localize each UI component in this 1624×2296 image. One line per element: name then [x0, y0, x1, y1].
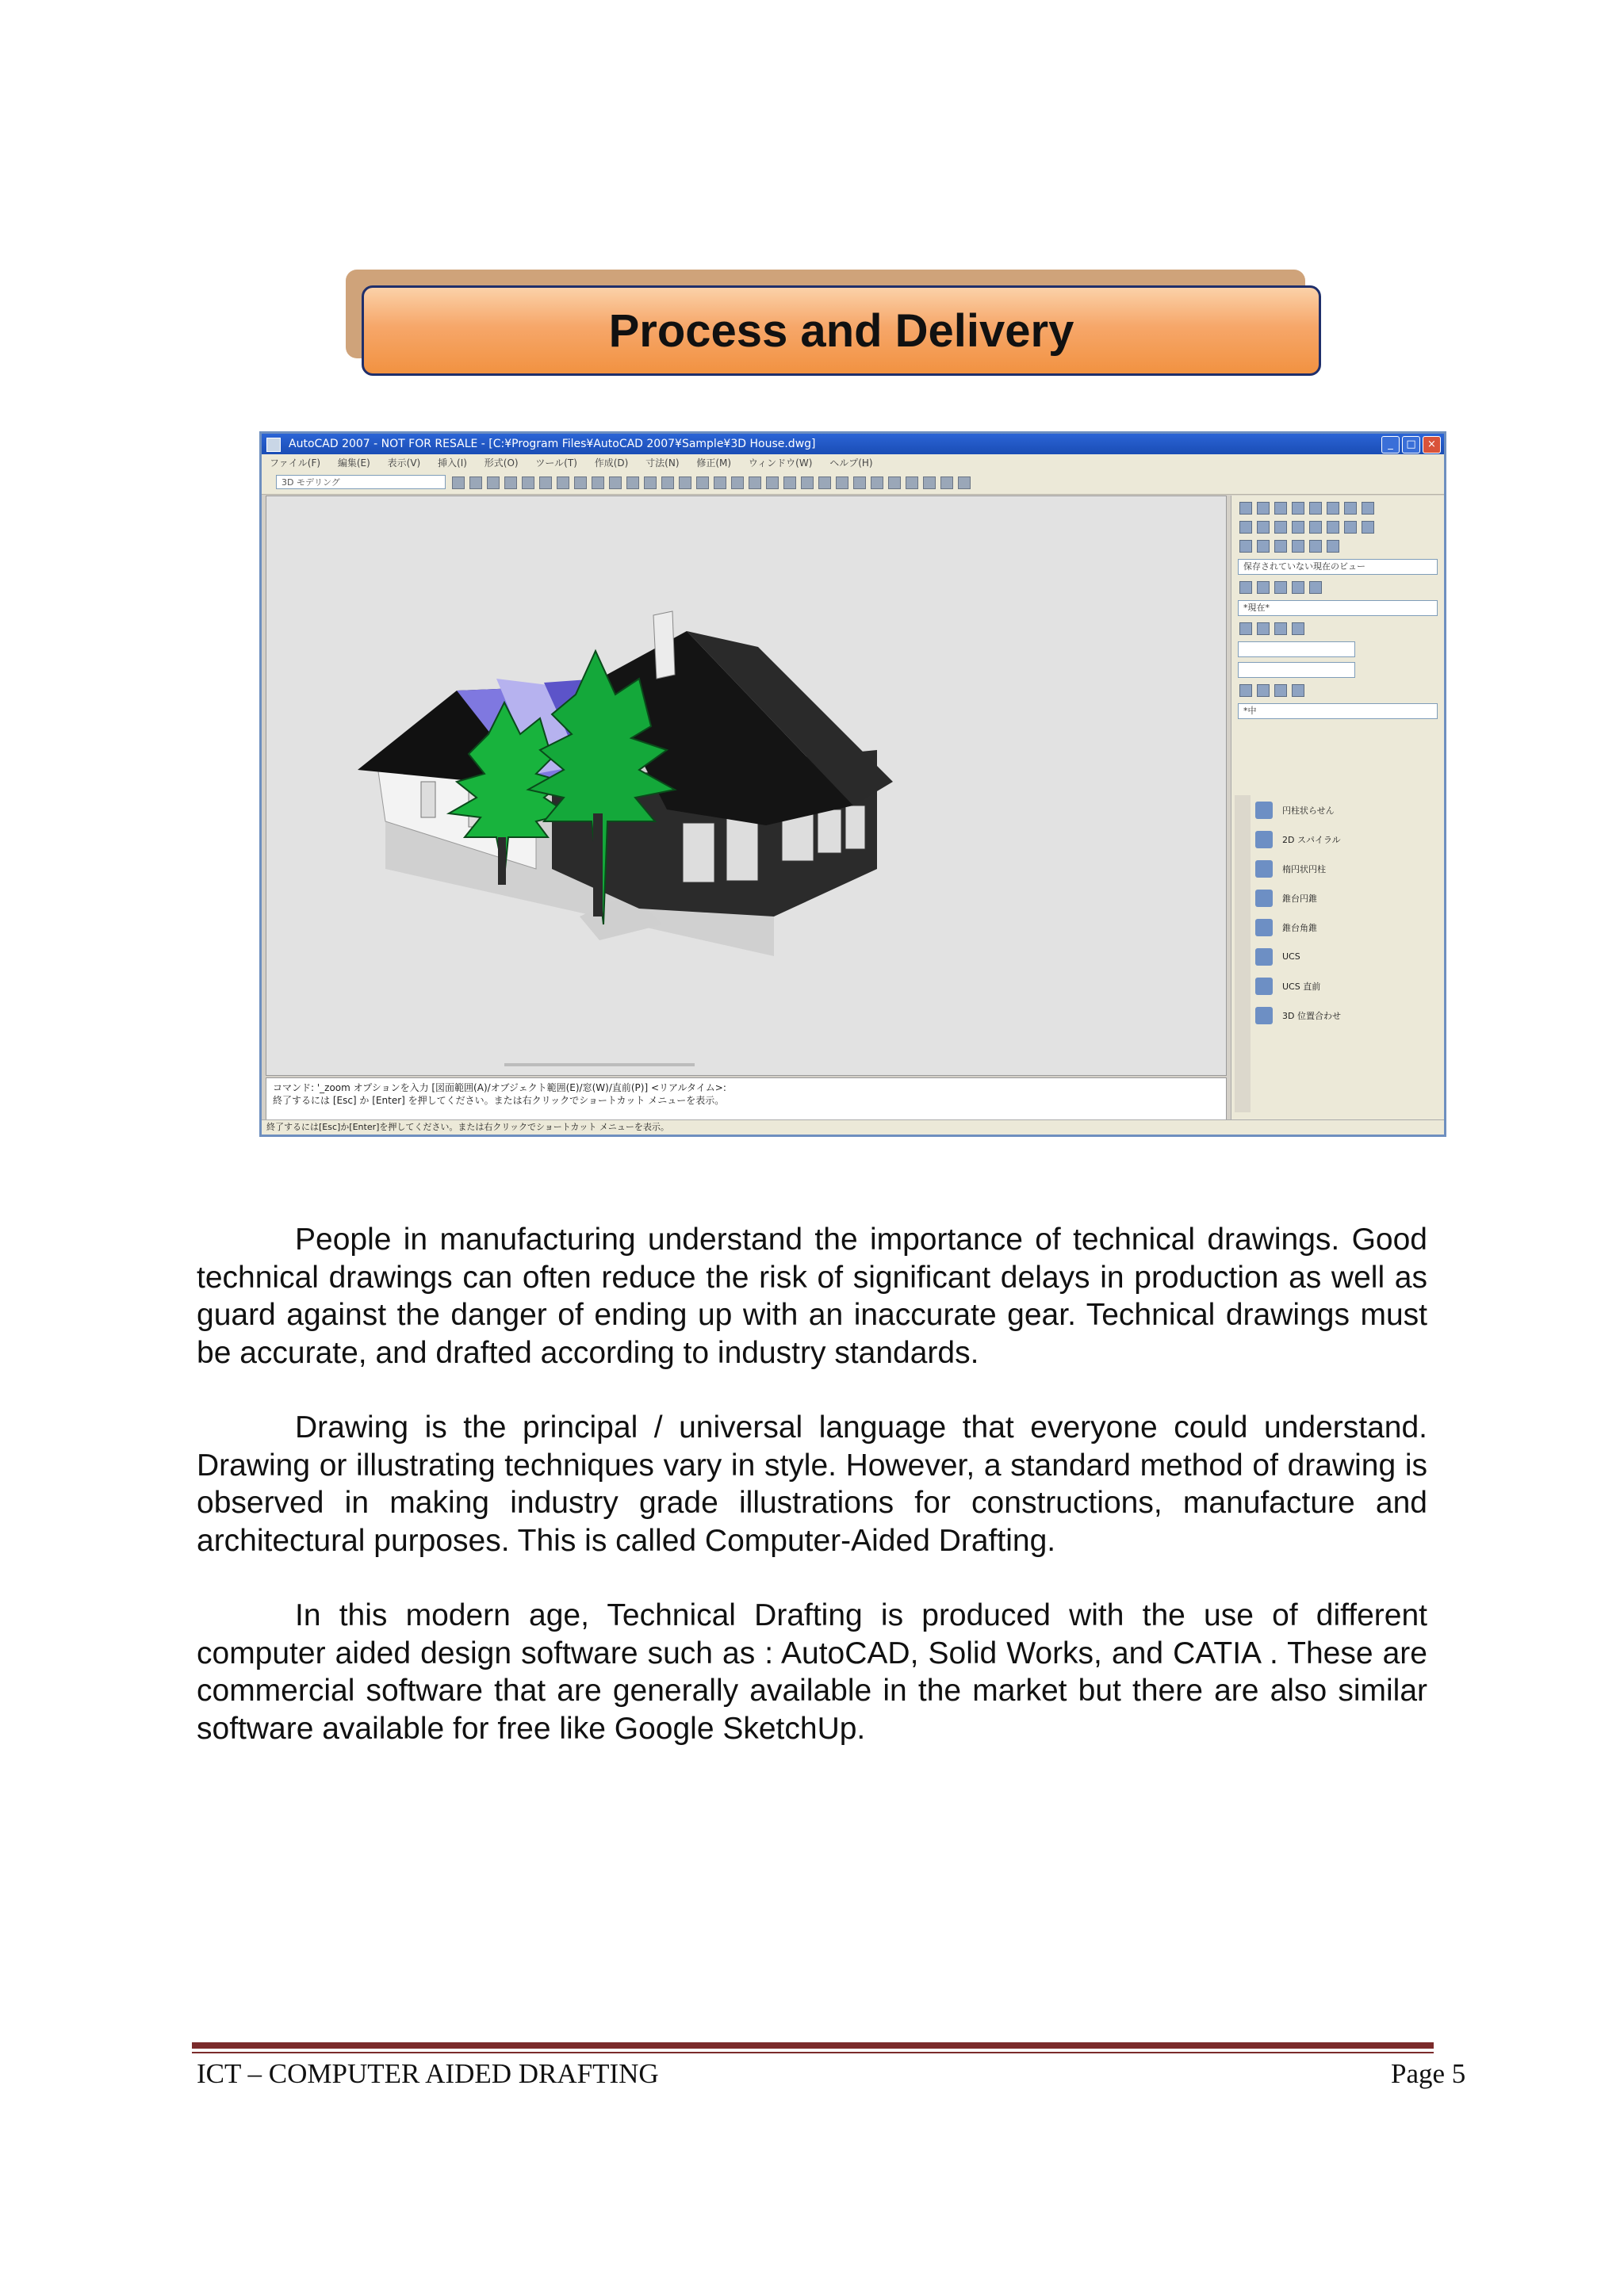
drawing-viewport — [266, 496, 1227, 1076]
menu-item: ヘルプ(H) — [829, 457, 873, 469]
material-select: *中 — [1238, 703, 1438, 719]
palette-item: UCS 直前 — [1255, 971, 1438, 1001]
window-title: AutoCAD 2007 - NOT FOR RESALE - [C:¥Program Files¥AutoCAD 2007¥Sample¥3D House.dwg] — [289, 438, 816, 450]
cylinder-icon — [1255, 860, 1273, 878]
tool-palette-tabs — [1235, 795, 1251, 1112]
menu-bar — [262, 454, 1444, 472]
panel-icons-row — [1239, 521, 1436, 534]
panel-icons-row — [1239, 540, 1436, 553]
palette-item: 円柱状らせん — [1255, 795, 1438, 825]
helix-icon — [1255, 802, 1273, 819]
palette-item: UCS — [1255, 942, 1438, 971]
paragraph: People in manufacturing understand the importance of technical drawings. Good technical drawings can often reduce the risk of significant delays in production as well as guard against the danger of ending up with an inaccurate gear. Technical drawings must be accurate, and drafted according to industry standards. — [197, 1223, 1427, 1370]
minimize-icon: _ — [1381, 436, 1400, 453]
cone-icon — [1255, 890, 1273, 907]
palette-item: 錐台角錐 — [1255, 913, 1438, 942]
menu-item: 修正(M) — [696, 457, 732, 469]
autocad-app-icon — [266, 438, 281, 452]
menu-item: 編集(E) — [337, 457, 370, 469]
menu-item: 表示(V) — [387, 457, 421, 469]
tool-palette — [1255, 795, 1438, 1030]
menu-item: ファイル(F) — [270, 457, 321, 469]
palette-item: 錐台円錐 — [1255, 883, 1438, 913]
align-icon — [1255, 1007, 1273, 1024]
menu-item: ウィンドウ(W) — [748, 457, 813, 469]
command-line — [266, 1077, 1227, 1122]
maximize-icon: □ — [1402, 436, 1420, 453]
status-bar: 終了するには[Esc]か[Enter]を押してください。または右クリックでショートカット メニューを表示。 — [262, 1119, 1444, 1135]
view-select: 保存されていない現在のビュー — [1238, 559, 1438, 575]
page-number: Page 5 — [1391, 2058, 1466, 2089]
toolbar — [262, 472, 1444, 495]
menu-item: 挿入(I) — [438, 457, 467, 469]
palette-item: 楕円状円柱 — [1255, 854, 1438, 883]
menu-item: ツール(T) — [535, 457, 577, 469]
panel-icons-row — [1239, 581, 1436, 594]
pyramid-icon — [1255, 919, 1273, 936]
panel-icons-row — [1239, 622, 1436, 635]
ucs-previous-icon — [1255, 978, 1273, 995]
spiral-icon — [1255, 831, 1273, 848]
workspace-select: 3D モデリング — [276, 475, 446, 489]
section-banner — [362, 285, 1321, 376]
panel-icons-row — [1239, 502, 1436, 515]
ucs-icon — [1255, 948, 1273, 966]
autocad-screenshot — [259, 431, 1446, 1137]
menu-item: 寸法(N) — [645, 457, 680, 469]
command-line-text: 終了するには [Esc] か [Enter] を押してください。または右クリックでショートカット メニューを表示。 — [273, 1095, 725, 1106]
house-3d-model — [266, 496, 1226, 1075]
dashboard-panel — [1231, 496, 1444, 1122]
window-titlebar — [262, 434, 1444, 454]
panel-icons-row — [1239, 684, 1436, 697]
body-text — [197, 1221, 1427, 1785]
footer-course-title: ICT – COMPUTER AIDED DRAFTING — [197, 2058, 659, 2089]
command-line-text: コマンド: '_zoom オプションを入力 [図面範囲(A)/オブジェクト範囲(E)/窓(W)/直前(P)] <リアルタイム>: — [273, 1082, 726, 1093]
section-title: Process and Delivery — [608, 304, 1074, 357]
close-icon: × — [1423, 436, 1441, 453]
light-slider — [1238, 641, 1355, 657]
palette-item: 3D 位置合わせ — [1255, 1001, 1438, 1030]
visual-style-select: *現在* — [1238, 600, 1438, 616]
menu-item: 形式(O) — [484, 457, 519, 469]
footer-rule — [192, 2042, 1434, 2049]
paragraph: Drawing is the principal / universal language that everyone could understand. Drawing or illustrating techniques vary in style. However, a standard method of drawing is observed in making industry grade illustrations for constructions, manufacture and architectural purposes. This is called Computer-Aided Drafting. — [197, 1410, 1427, 1558]
palette-item: 2D スパイラル — [1255, 825, 1438, 854]
shadow-slider — [1238, 662, 1355, 678]
paragraph: In this modern age, Technical Drafting is produced with the use of different computer aided design software such as : AutoCAD, Solid Works, and CATIA . These are commercial software that are generally available in the market but there are also similar software available for free like Google SketchUp. — [197, 1598, 1427, 1746]
footer-rule-thin — [192, 2052, 1434, 2053]
menu-item: 作成(D) — [594, 457, 629, 469]
toolbar-icons — [452, 476, 975, 489]
